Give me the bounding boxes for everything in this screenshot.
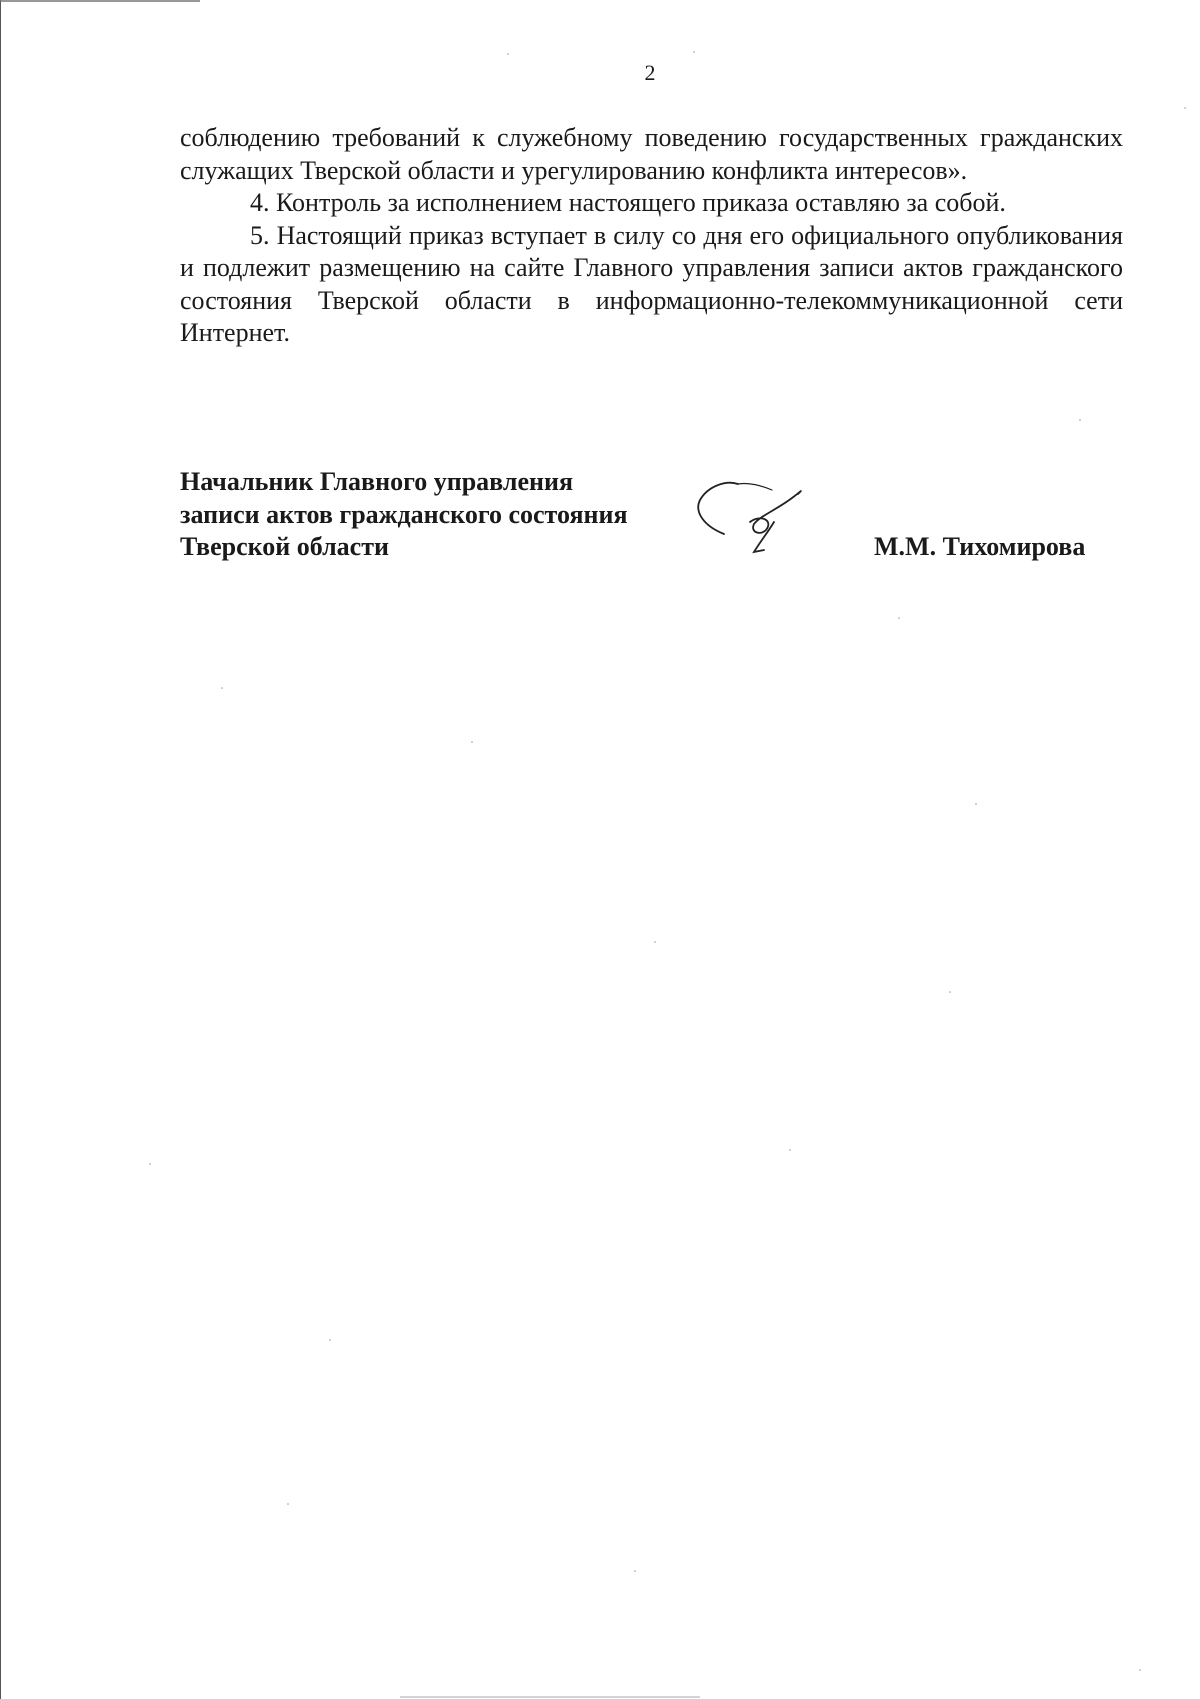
signer-position-line: Начальник Главного управления — [180, 467, 574, 496]
paragraph-item-4: 4. Контроль за исполнением настоящего приказа оставляю за собой. — [250, 188, 1006, 217]
paragraph-item-5: 5. Настоящий приказ вступает в силу со дня его официального опубликования и подлежит размещению на сайте Главного управления записи актов гражданского состояния Тверской области в информационно-телекоммуникационной сети Интернет. — [180, 220, 1123, 347]
signature-block — [180, 466, 628, 564]
signer-position-line: Тверской области — [180, 532, 389, 561]
signer-position-line: записи актов гражданского состояния — [180, 499, 628, 529]
body-text — [180, 122, 1123, 350]
signer-name: М.М. Тихомирова — [874, 532, 1086, 561]
paragraph-continuation: соблюдению требований к служебному поведению государственных гражданских служащих Тверской области и урегулированию конфликта интересов». — [180, 123, 1123, 185]
handwritten-signature — [690, 470, 820, 565]
page-number: 2 — [644, 60, 656, 85]
